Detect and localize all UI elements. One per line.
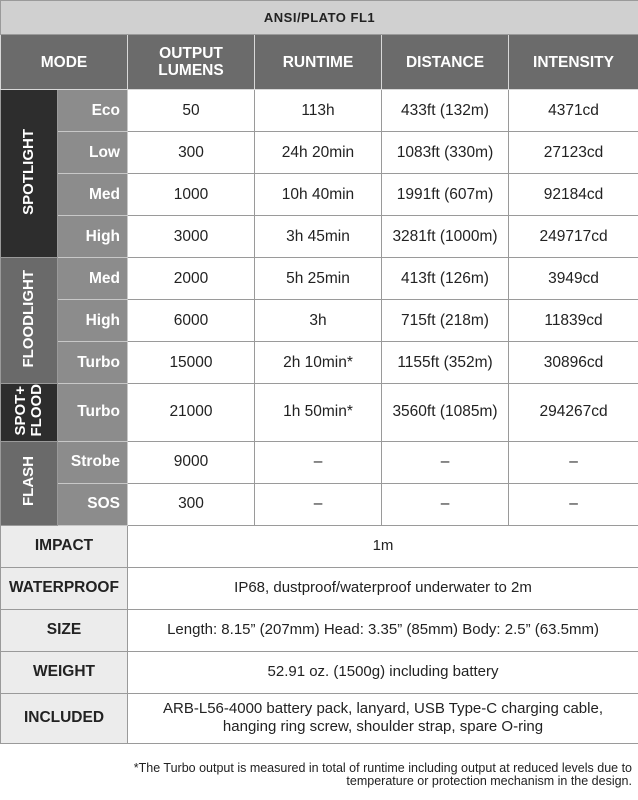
distance-cell: 3281ft (1000m): [382, 216, 509, 258]
runtime-cell: –: [255, 441, 382, 483]
header-output: [128, 35, 255, 90]
mode-cell: Turbo: [58, 384, 128, 442]
spec-label-included: INCLUDED: [1, 693, 128, 743]
lumens-cell: 1000: [128, 174, 255, 216]
footnote-line2: temperature or protection mechanism in the design.: [346, 774, 632, 788]
spec-label-weight: WEIGHT: [1, 651, 128, 693]
distance-cell: 413ft (126m): [382, 258, 509, 300]
group-spot-flood-label: [13, 384, 45, 437]
table-row: [1, 132, 638, 174]
intensity-cell: 30896cd: [509, 342, 638, 384]
table-row: [1, 342, 638, 384]
spec-value-included-line1: ARB-L56-4000 battery pack, lanyard, USB Type-C charging cable,: [163, 700, 603, 717]
header-mode: MODE: [1, 35, 128, 90]
lumens-cell: 50: [128, 90, 255, 132]
runtime-cell: 1h 50min*: [255, 384, 382, 442]
intensity-cell: 3949cd: [509, 258, 638, 300]
lumens-cell: 15000: [128, 342, 255, 384]
spec-row-included: [1, 693, 638, 743]
spec-row-impact: [1, 525, 638, 567]
distance-cell: 1083ft (330m): [382, 132, 509, 174]
mode-cell: Med: [58, 258, 128, 300]
group-floodlight-label: FLOODLIGHT: [20, 269, 37, 368]
spec-label-waterproof: WATERPROOF: [1, 567, 128, 609]
spec-row-waterproof: [1, 567, 638, 609]
table-row: [1, 90, 638, 132]
mode-cell: Med: [58, 174, 128, 216]
spec-value-impact: 1m: [128, 525, 638, 567]
distance-cell: 715ft (218m): [382, 300, 509, 342]
header-output-label: OUTPUT LUMENS: [158, 45, 224, 79]
spec-value-included-line2: hanging ring screw, shoulder strap, spare O-ring: [222, 718, 544, 735]
runtime-cell: 2h 10min*: [255, 342, 382, 384]
intensity-cell: 11839cd: [509, 300, 638, 342]
lumens-cell: 6000: [128, 300, 255, 342]
table-row: [1, 258, 638, 300]
lumens-cell: 9000: [128, 441, 255, 483]
table-row: [1, 441, 638, 483]
intensity-cell: 92184cd: [509, 174, 638, 216]
distance-cell: 1155ft (352m): [382, 342, 509, 384]
intensity-cell: –: [509, 441, 638, 483]
table-row: [1, 483, 638, 525]
mode-cell: Turbo: [58, 342, 128, 384]
intensity-cell: 4371cd: [509, 90, 638, 132]
lumens-cell: 300: [128, 132, 255, 174]
runtime-cell: 3h 45min: [255, 216, 382, 258]
group-flash-label: FLASH: [20, 456, 37, 506]
distance-cell: 433ft (132m): [382, 90, 509, 132]
distance-cell: 1991ft (607m): [382, 174, 509, 216]
group-spotlight: [1, 90, 58, 258]
mode-cell: Strobe: [58, 441, 128, 483]
spec-value-size: Length: 8.15” (207mm) Head: 3.35” (85mm) Body: 2.5” (63.5mm): [128, 609, 638, 651]
group-spot-flood-label-line2: FLOOD: [28, 384, 45, 437]
spec-row-weight: [1, 651, 638, 693]
mode-cell: Low: [58, 132, 128, 174]
spec-value-waterproof: IP68, dustproof/waterproof underwater to 2m: [128, 567, 638, 609]
runtime-cell: 113h: [255, 90, 382, 132]
spec-row-size: [1, 609, 638, 651]
group-spot-flood-label-line1: SPOT+: [12, 385, 29, 436]
header-distance: DISTANCE: [382, 35, 509, 90]
table-row: [1, 174, 638, 216]
group-spot-flood: [1, 384, 58, 442]
distance-cell: 3560ft (1085m): [382, 384, 509, 442]
mode-cell: Eco: [58, 90, 128, 132]
intensity-cell: 249717cd: [509, 216, 638, 258]
runtime-cell: –: [255, 483, 382, 525]
spec-label-size: SIZE: [1, 609, 128, 651]
group-spotlight-label: SPOTLIGHT: [20, 128, 37, 215]
footnote-line1: *The Turbo output is measured in total of runtime including output at reduced levels due to: [133, 761, 632, 775]
mode-cell: High: [58, 216, 128, 258]
runtime-cell: 3h: [255, 300, 382, 342]
runtime-cell: 10h 40min: [255, 174, 382, 216]
lumens-cell: 300: [128, 483, 255, 525]
table-row: [1, 300, 638, 342]
group-floodlight: [1, 258, 58, 384]
table-row: [1, 384, 638, 442]
lumens-cell: 3000: [128, 216, 255, 258]
spec-label-impact: IMPACT: [1, 525, 128, 567]
distance-cell: –: [382, 483, 509, 525]
table-row: [1, 216, 638, 258]
header-intensity: INTENSITY: [509, 35, 638, 90]
intensity-cell: –: [509, 483, 638, 525]
footnote: [0, 762, 632, 788]
lumens-cell: 2000: [128, 258, 255, 300]
mode-cell: High: [58, 300, 128, 342]
runtime-cell: 24h 20min: [255, 132, 382, 174]
distance-cell: –: [382, 441, 509, 483]
header-runtime: RUNTIME: [255, 35, 382, 90]
runtime-cell: 5h 25min: [255, 258, 382, 300]
table-title: ANSI/PLATO FL1: [1, 1, 638, 35]
lumens-cell: 21000: [128, 384, 255, 442]
group-flash: [1, 441, 58, 525]
mode-cell: SOS: [58, 483, 128, 525]
spec-value-weight: 52.91 oz. (1500g) including battery: [128, 651, 638, 693]
intensity-cell: 27123cd: [509, 132, 638, 174]
intensity-cell: 294267cd: [509, 384, 638, 442]
spec-value-included: [128, 693, 638, 743]
